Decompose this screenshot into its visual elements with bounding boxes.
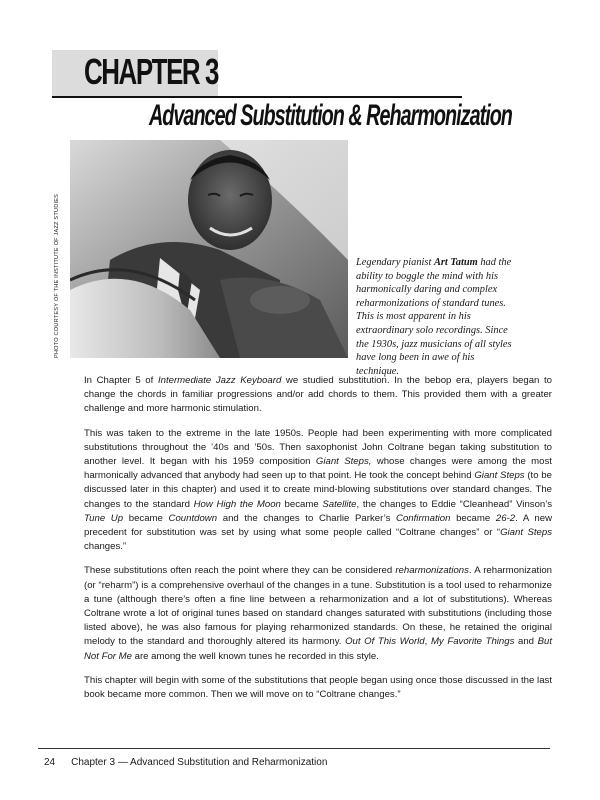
chapter-label: CHAPTER 3 bbox=[84, 51, 218, 92]
paragraph-2 bbox=[84, 427, 552, 555]
tune-title: Tune Up bbox=[84, 512, 124, 524]
caption-text-continued: had the ability to boggle the mind with his harmonically daring and complex reharmonizations of standard tunes. This is most apparent in his extraordinary solo recordings. Since the 1930s, jazz musicians of all styles have long been in awe of his technique. bbox=[356, 257, 512, 377]
text-span: and bbox=[514, 636, 538, 648]
tune-title: Satellite bbox=[322, 498, 357, 510]
photo-caption bbox=[356, 256, 516, 378]
tune-title: But Not For Me bbox=[84, 636, 553, 662]
tune-title: Countdown bbox=[168, 512, 218, 524]
page-number: 24 bbox=[44, 757, 56, 768]
tune-title: 26-2 bbox=[495, 512, 516, 524]
footer-rule bbox=[38, 748, 550, 749]
term: reharmonizations bbox=[395, 565, 469, 577]
page-footer bbox=[44, 757, 327, 768]
text-span: . A new precedent for substitution was set by using what some people called “Coltrane changes” or “ bbox=[84, 512, 553, 539]
text-span: , bbox=[424, 636, 431, 648]
body-text bbox=[84, 374, 552, 712]
text-span: These substitutions often reach the point where they can be considered bbox=[84, 565, 396, 577]
text-span: In Chapter 5 of bbox=[84, 375, 158, 386]
tune-title: Giant Steps bbox=[500, 527, 552, 539]
caption-name: Art Tatum bbox=[433, 257, 478, 268]
paragraph-3 bbox=[84, 564, 552, 663]
text-span: changes.” bbox=[84, 541, 127, 553]
chapter-header-rule bbox=[52, 96, 462, 98]
text-span: , the changes to Eddie “Cleanhead” Vinson’s bbox=[356, 498, 552, 510]
text-span: whose changes were among the most harmonically advanced that anybody had seen up to that point. He took the concept behind bbox=[84, 456, 552, 482]
photo-credit: PHOTO COURTESY OF THE INSTITUTE OF JAZZ STUDIES bbox=[54, 193, 60, 358]
running-title: Chapter 3 — Advanced Substitution and Reharmonization bbox=[71, 757, 328, 768]
tune-title: Giant Steps, bbox=[315, 456, 372, 468]
text-span: became bbox=[450, 512, 496, 524]
paragraph-4: This chapter will begin with some of the substitutions that people began using once those discussed in the last book became more common. Then we will move on to “Coltrane changes.” bbox=[84, 674, 552, 701]
tune-title: Giant Steps bbox=[474, 470, 525, 482]
book-title: Intermediate Jazz Keyboard bbox=[157, 375, 282, 386]
text-span: This was taken to the extreme in the late 1950s. People had been experimenting with more complicated substitutions throughout the ’40s and ’50s. Then saxophonist John Coltrane began taking substitution to another level. It began with his 1959 composition bbox=[84, 427, 552, 468]
art-tatum-photo bbox=[70, 140, 348, 358]
text-span: . A reharmonization (or “reharm”) is a comprehensive overhaul of the changes in a tune. Substitution is a tool used to reharmonize a tune (although there’s often a fine line between a reharmonization and a lot of substitutions). Whereas Coltrane wrote a lot of original tunes based on standard changes saturated with substitutions (including those listed above), he was also famous for playing reharmonized standards. On these, he retained the original melody to the standard and thoroughly altered its harmony. bbox=[84, 565, 552, 648]
text-span: and the changes to Charlie Parker’s bbox=[217, 512, 397, 524]
photo-illustration bbox=[70, 140, 348, 358]
tune-title: How High the Moon bbox=[193, 498, 281, 510]
text-span: became bbox=[123, 512, 169, 524]
tune-title: Confirmation bbox=[396, 512, 451, 524]
text-span: are among the well known tunes he recorded in this style. bbox=[131, 650, 379, 662]
text-span: (to be discussed later in this chapter) and used it to create mind-blowing substitutions over standard changes. The changes to the standard bbox=[84, 470, 552, 510]
chapter-title: Advanced Substitution & Reharmonization bbox=[149, 99, 512, 132]
caption-text: Legendary pianist bbox=[356, 257, 434, 268]
tune-title: My Favorite Things bbox=[430, 636, 515, 648]
paragraph-1 bbox=[84, 374, 552, 417]
text-span: we studied substitution. In the bebop era, players began to change the chords in familiar progressions and/or add chords to them. This provided them with a greater challenge and more harmonic stimulation. bbox=[84, 375, 552, 415]
tune-title: Out Of This World bbox=[345, 636, 425, 648]
text-span: became bbox=[280, 498, 323, 510]
